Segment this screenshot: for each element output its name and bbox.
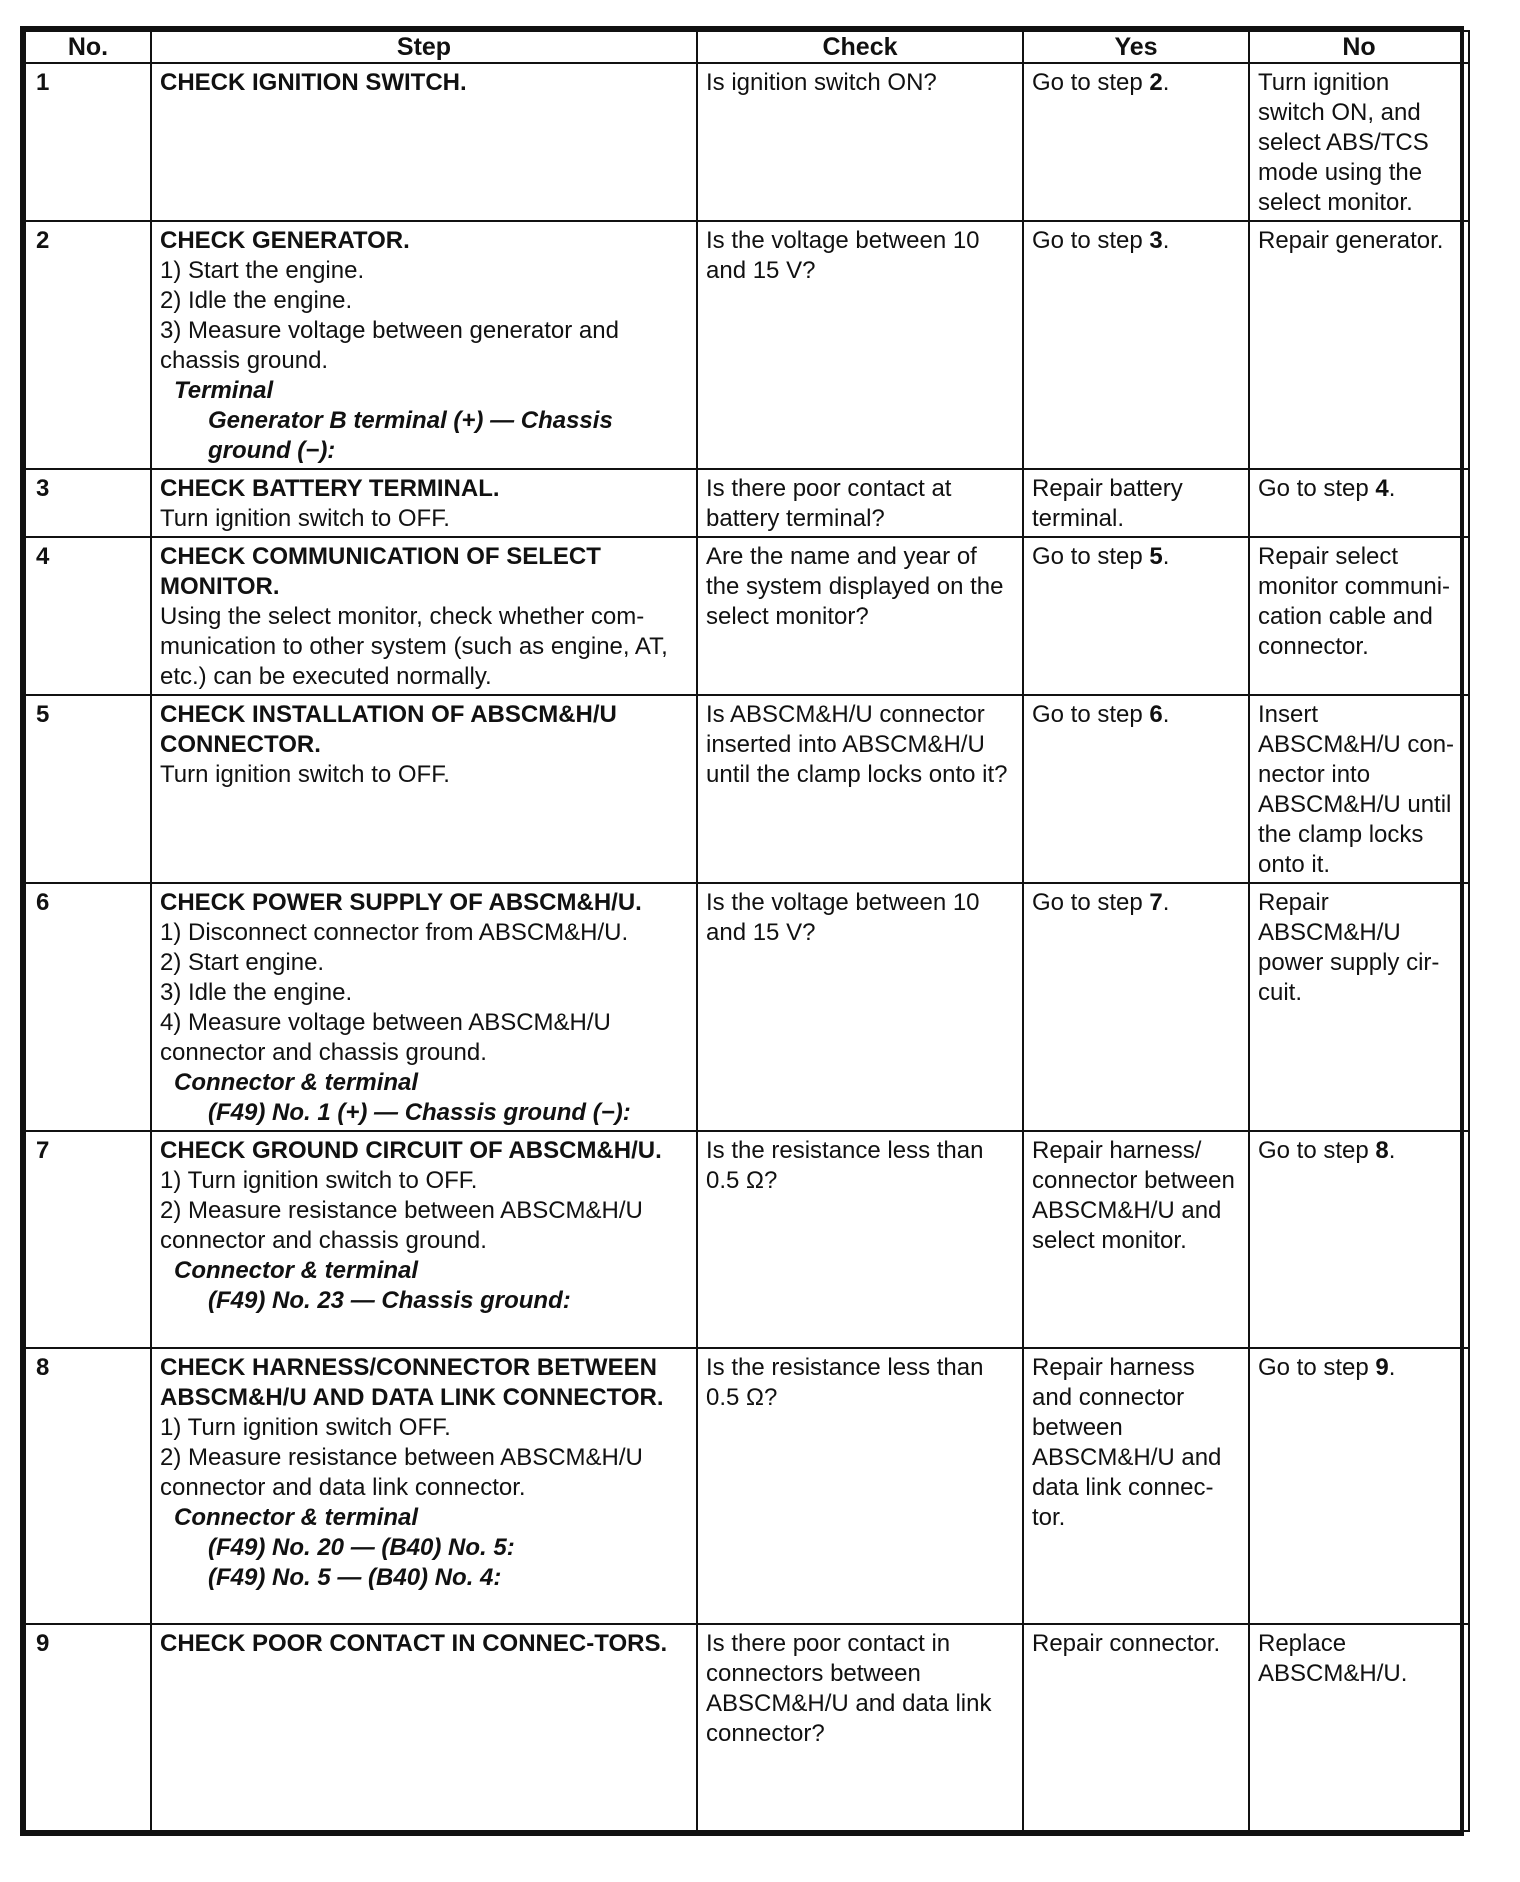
no-cell: Go to step 4. <box>1249 469 1469 537</box>
no-cell: Go to step 9. <box>1249 1348 1469 1624</box>
step-cell <box>151 1624 697 1831</box>
diagnostic-procedure-table <box>24 30 1470 1832</box>
step-cell <box>151 537 697 695</box>
step-number: 2 <box>25 221 151 469</box>
step-title: CHECK GENERATOR. <box>160 227 410 254</box>
spec-value: (F49) No. 5 — (B40) No. 4: <box>208 1564 502 1591</box>
header-no-result: No <box>1249 31 1469 63</box>
table-row <box>25 1131 1469 1348</box>
check-cell: Is there poor contact in connectors between ABSCM&H/U and data link connector? <box>697 1624 1023 1831</box>
step-number: 8 <box>25 1348 151 1624</box>
yes-cell: Repair harness/ connector between ABSCM&H/U and select monitor. <box>1023 1131 1249 1348</box>
check-cell: Is the resistance less than 0.5 Ω? <box>697 1348 1023 1624</box>
yes-cell: Go to step 2. <box>1023 63 1249 221</box>
spec-value: Generator B terminal (+) — Chassis ground (−): <box>208 407 613 464</box>
check-cell: Are the name and year of the system displayed on the select monitor? <box>697 537 1023 695</box>
yes-cell: Repair harness and connector between ABSCM&H/U and data link connec-tor. <box>1023 1348 1249 1624</box>
check-cell: Is the resistance less than 0.5 Ω? <box>697 1131 1023 1348</box>
check-cell: Is the voltage between 10 and 15 V? <box>697 221 1023 469</box>
check-cell: Is ignition switch ON? <box>697 63 1023 221</box>
yes-cell: Go to step 6. <box>1023 695 1249 883</box>
no-cell: Replace ABSCM&H/U. <box>1249 1624 1469 1831</box>
table-row <box>25 883 1469 1131</box>
table-row <box>25 1624 1469 1831</box>
step-instruction: 1) Start the engine. <box>160 257 365 284</box>
yes-cell: Repair connector. <box>1023 1624 1249 1831</box>
step-title: CHECK INSTALLATION OF ABSCM&H/U CONNECTOR. <box>160 701 617 758</box>
check-cell: Is the voltage between 10 and 15 V? <box>697 883 1023 1131</box>
table-row <box>25 695 1469 883</box>
table-row <box>25 63 1469 221</box>
spec-heading: Connector & terminal <box>174 1069 419 1096</box>
step-cell <box>151 221 697 469</box>
step-instruction: 1) Disconnect connector from ABSCM&H/U. <box>160 919 629 946</box>
table-row <box>25 1348 1469 1624</box>
yes-cell: Go to step 3. <box>1023 221 1249 469</box>
step-cell <box>151 1348 697 1624</box>
check-cell: Is ABSCM&H/U connector inserted into ABSCM&H/U until the clamp locks onto it? <box>697 695 1023 883</box>
table-row <box>25 537 1469 695</box>
header-step: Step <box>151 31 697 63</box>
step-title: CHECK IGNITION SWITCH. <box>160 69 467 96</box>
yes-cell: Repair battery terminal. <box>1023 469 1249 537</box>
check-cell: Is there poor contact at battery terminal? <box>697 469 1023 537</box>
table-row <box>25 469 1469 537</box>
step-cell <box>151 1131 697 1348</box>
header-check: Check <box>697 31 1023 63</box>
step-cell <box>151 883 697 1131</box>
step-cell <box>151 63 697 221</box>
step-instruction: Turn ignition switch to OFF. <box>160 505 450 532</box>
step-instruction: 2) Measure resistance between ABSCM&H/U connector and chassis ground. <box>160 1197 643 1254</box>
no-cell: Repair generator. <box>1249 221 1469 469</box>
step-number: 4 <box>25 537 151 695</box>
step-instruction: Using the select monitor, check whether com-munication to other system (such as engine, AT, etc.) can be executed normally. <box>160 603 668 690</box>
step-title: CHECK POWER SUPPLY OF ABSCM&H/U. <box>160 889 642 916</box>
step-number: 3 <box>25 469 151 537</box>
step-title: CHECK POOR CONTACT IN CONNEC-TORS. <box>160 1630 668 1657</box>
step-number: 9 <box>25 1624 151 1831</box>
yes-cell: Go to step 5. <box>1023 537 1249 695</box>
spec-heading: Connector & terminal <box>174 1504 419 1531</box>
no-cell: Insert ABSCM&H/U con-nector into ABSCM&H/U until the clamp locks onto it. <box>1249 695 1469 883</box>
step-title: CHECK HARNESS/CONNECTOR BETWEEN ABSCM&H/U AND DATA LINK CONNECTOR. <box>160 1354 664 1411</box>
step-instruction: 3) Idle the engine. <box>160 979 353 1006</box>
spec-value: (F49) No. 20 — (B40) No. 5: <box>208 1534 515 1561</box>
step-number: 5 <box>25 695 151 883</box>
no-cell: Turn ignition switch ON, and select ABS/TCS mode using the select monitor. <box>1249 63 1469 221</box>
step-instruction: Turn ignition switch to OFF. <box>160 761 450 788</box>
table-row <box>25 221 1469 469</box>
spec-value: (F49) No. 23 — Chassis ground: <box>208 1287 571 1314</box>
yes-cell: Go to step 7. <box>1023 883 1249 1131</box>
diagnostic-procedure-sheet <box>20 26 1464 1836</box>
step-title: CHECK BATTERY TERMINAL. <box>160 475 500 502</box>
step-instruction: 4) Measure voltage between ABSCM&H/U connector and chassis ground. <box>160 1009 611 1066</box>
step-instruction: 1) Turn ignition switch to OFF. <box>160 1167 478 1194</box>
no-cell: Repair ABSCM&H/U power supply cir-cuit. <box>1249 883 1469 1131</box>
step-instruction: 2) Measure resistance between ABSCM&H/U connector and data link connector. <box>160 1444 643 1501</box>
spec-heading: Terminal <box>174 377 274 404</box>
spec-heading: Connector & terminal <box>174 1257 419 1284</box>
step-instruction: 2) Idle the engine. <box>160 287 353 314</box>
step-number: 6 <box>25 883 151 1131</box>
step-instruction: 3) Measure voltage between generator and chassis ground. <box>160 317 619 374</box>
no-cell: Go to step 8. <box>1249 1131 1469 1348</box>
no-cell: Repair select monitor communi-cation cable and connector. <box>1249 537 1469 695</box>
step-title: CHECK COMMUNICATION OF SELECT MONITOR. <box>160 543 601 600</box>
step-number: 1 <box>25 63 151 221</box>
spec-value: (F49) No. 1 (+) — Chassis ground (−): <box>208 1099 631 1126</box>
step-cell <box>151 695 697 883</box>
header-no: No. <box>25 31 151 63</box>
step-instruction: 1) Turn ignition switch OFF. <box>160 1414 451 1441</box>
step-instruction: 2) Start engine. <box>160 949 325 976</box>
step-title: CHECK GROUND CIRCUIT OF ABSCM&H/U. <box>160 1137 662 1164</box>
header-row <box>25 31 1469 63</box>
header-yes: Yes <box>1023 31 1249 63</box>
step-cell <box>151 469 697 537</box>
step-number: 7 <box>25 1131 151 1348</box>
